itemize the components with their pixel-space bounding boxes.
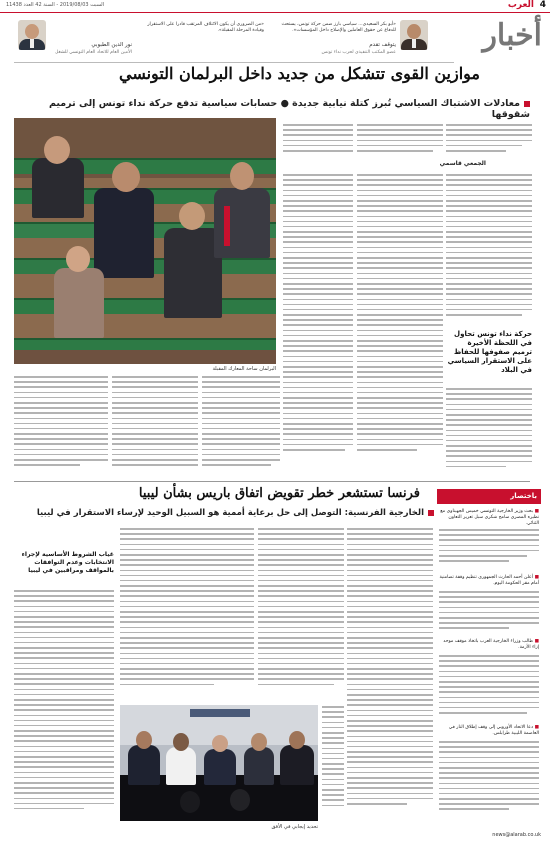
- main-story-author: الجمعي قاسمي: [439, 160, 486, 167]
- left-column-role: الأمين العام للاتحاد العام التونسي للشغل: [55, 50, 132, 55]
- bullet-square-icon: [428, 510, 434, 516]
- side-article-headline: غياب الشروط الأساسية لإجراء الانتخابات وعدم التوافقات بالمواقف ومراقبين في ليبيا: [21, 551, 114, 574]
- header-divider: [14, 62, 454, 63]
- parliament-photo: [14, 118, 276, 364]
- main-story-column-1: [446, 174, 532, 324]
- main-story-column-6: [14, 376, 108, 478]
- sidebar-item: ■ أعلن أحمد الحارث الجمهوري تنظيم وقفة تضامنية أمام مقر الحكومة اليوم.: [439, 575, 539, 586]
- conference-photo-caption: تحديد إيجابي في الأفق: [271, 824, 318, 830]
- sidebar-item: ■ طالب وزراء الخارجية العرب باتخاذ موقف موحد إزاء الأزمة.: [443, 639, 539, 650]
- brand-name: العرب: [507, 0, 534, 10]
- sidebar-item-lines: [439, 655, 539, 717]
- main-headline: موازين القوى تتشكل من جديد داخل البرلمان التونسي: [118, 64, 480, 83]
- second-story-column-2: [258, 528, 344, 700]
- right-column-quote: «أبو بكر السعيدي... سياسي بارز ضمن حركة تونس، يستحث للدفاع عن حقوق العاملين والإصلاح داخل المؤسسات».: [281, 22, 396, 34]
- sidebar-item-lines: [439, 591, 539, 631]
- parliament-photo-caption: البرلمان ساحة المعارك المقبلة: [212, 366, 276, 372]
- side-article-body: [14, 590, 114, 822]
- main-story-column-2: [357, 174, 443, 478]
- left-column-quote: «من الضروري أن يكون الائتلاف المرتقب قادرا على الاستقرار وقيادة المرحلة المقبلة».: [147, 22, 264, 34]
- main-story-column-4: [202, 376, 280, 478]
- main-story-column-3: [283, 174, 353, 478]
- second-story-column-1-tail: [322, 706, 344, 820]
- main-story-lead-lines-2: [357, 124, 443, 158]
- sidebar-item: ■ دعا الاتحاد الأوروبي إلى وقف إطلاق النار في العاصمة الليبية طرابلس.: [448, 725, 539, 736]
- conference-photo: [120, 705, 318, 821]
- story-divider: [14, 481, 530, 482]
- main-story-lead-lines: [446, 124, 532, 158]
- second-headline: فرنسا تستشعر خطر تقويض اتفاق باريس بشأن ليبيا: [138, 486, 420, 501]
- main-story-column-5: [112, 376, 198, 478]
- second-story-column-1: [347, 528, 433, 820]
- right-column-author: يتوقف تقدم: [369, 42, 396, 48]
- second-subheadline: الخارجية الفرنسية: التوصل إلى حل برعاية أممية هو السبيل الوحيد لإرساء الاستقرار في ليبيا: [14, 508, 434, 518]
- right-column-role: عضو المكتب التنفيذي لحزب نداء تونس: [321, 50, 396, 55]
- contact-email: news@alarab.co.uk: [492, 832, 541, 838]
- main-story-column-1b: [446, 388, 532, 478]
- bullet-square-icon: [524, 101, 530, 107]
- brief-sidebar: [437, 489, 541, 824]
- author-headshot-left: [18, 20, 46, 50]
- sidebar-item-lines: [439, 529, 539, 565]
- left-column-author: نور الدين الطبوبي: [91, 42, 132, 48]
- issue-line: السبت 2019/08/03 - السنة 42 العدد 11438: [6, 2, 104, 8]
- section-label: أخبار: [482, 18, 542, 53]
- second-story-column-3: [120, 528, 254, 700]
- main-subheadline: معادلات الاشتباك السياسي تُبرز كتلة نيابية جديدة ● حسابات سياسية تدفع حركة نداء تونس إلى ترميم شقوقها: [48, 98, 530, 120]
- page-number: 4: [539, 0, 546, 10]
- sidebar-title: باختصار: [437, 489, 541, 504]
- main-story-lead-lines-3: [283, 124, 353, 158]
- sidebar-item: ■ بحث وزير الخارجية التونسي خميس الجهيناوي مع نظيره المصري سامح شكري سبل تعزيز التعاون الثنائي.: [440, 509, 539, 526]
- author-headshot-right: [400, 20, 428, 50]
- sidebar-item-lines: [439, 741, 539, 811]
- main-story-pullquote: حركة نداء تونس تحاول في اللحظة الأخيرة ترميم صفوفها للحفاظ على الاستقرار السياسي في البلاد: [447, 330, 532, 374]
- section-masthead: [468, 18, 542, 64]
